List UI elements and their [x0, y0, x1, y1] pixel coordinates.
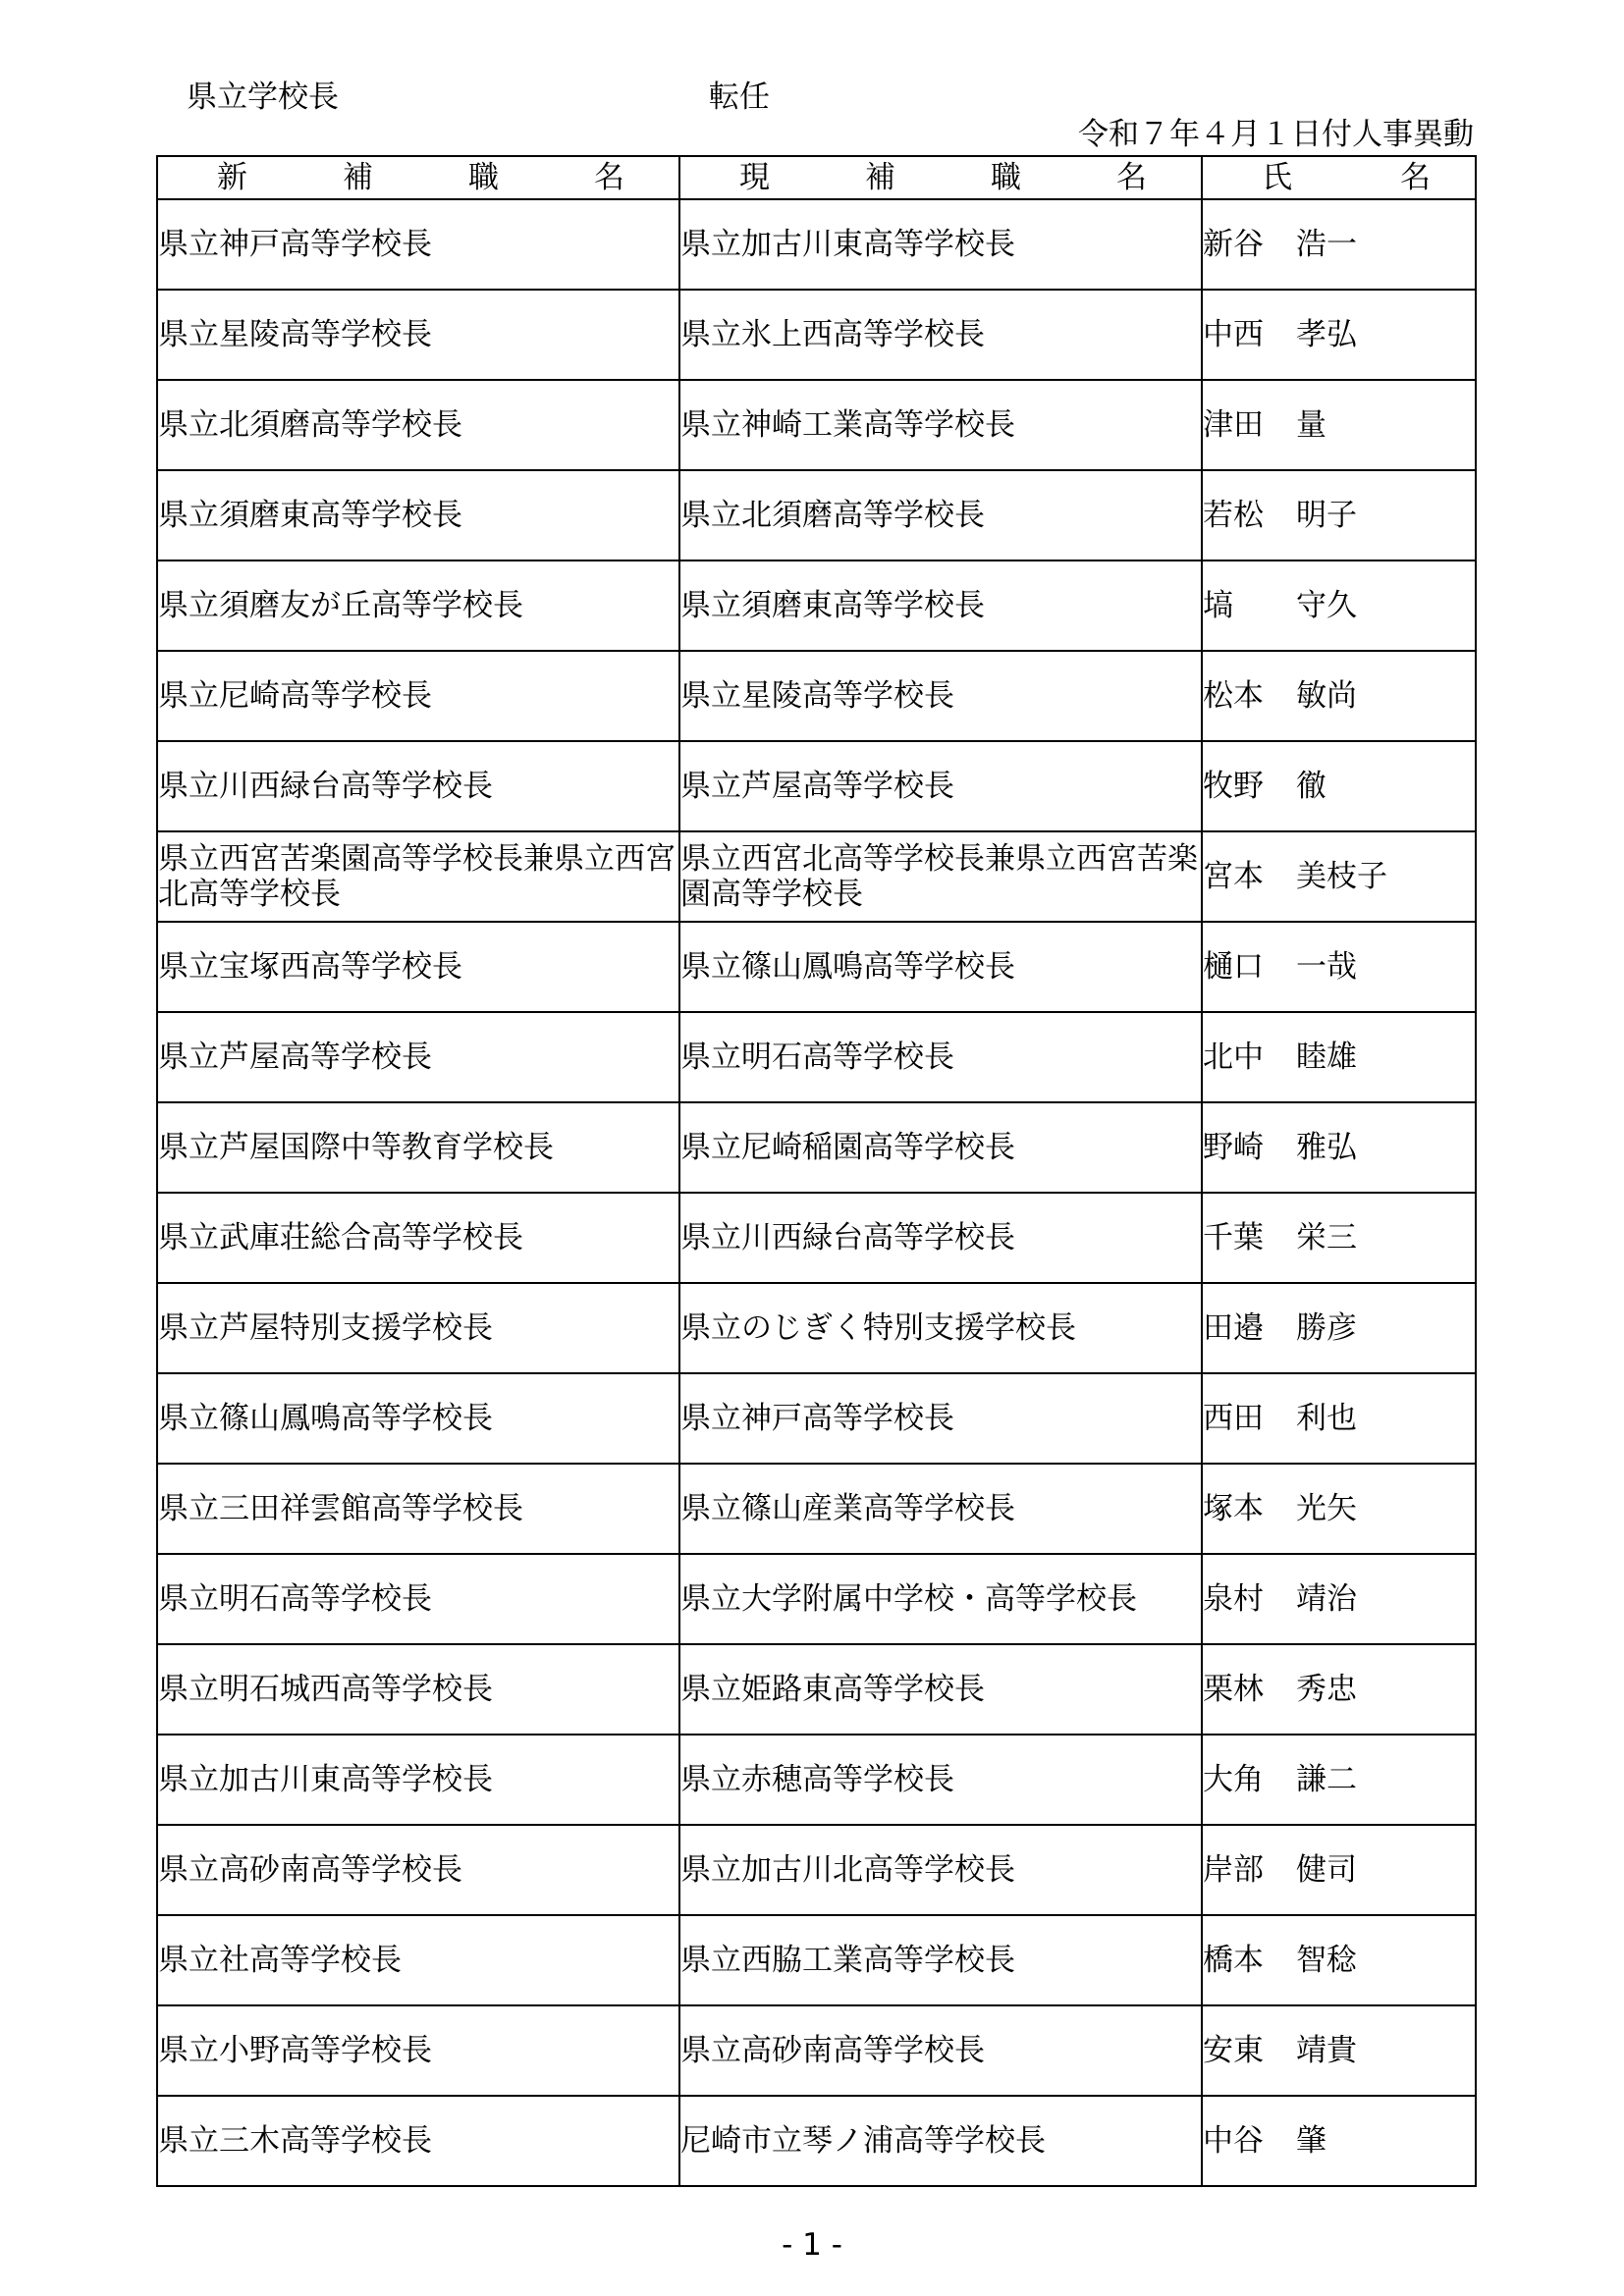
table-row	[157, 831, 1476, 922]
table-row	[157, 1193, 1476, 1283]
table-row	[157, 561, 1476, 651]
surname: 中谷	[1203, 2123, 1264, 2159]
table-row	[157, 2005, 1476, 2096]
new-post-cell: 県立明石高等学校長	[157, 1554, 679, 1644]
surname: 大角	[1203, 1762, 1264, 1797]
given-name: 守久	[1296, 588, 1357, 623]
new-post-cell: 県立北須磨高等学校長	[157, 380, 679, 470]
new-post-cell: 県立神戸高等学校長	[157, 199, 679, 290]
header-char: 補	[343, 160, 373, 195]
person-name-cell	[1202, 831, 1476, 922]
surname: 若松	[1203, 498, 1264, 533]
table-row	[157, 2096, 1476, 2186]
column-header-name	[1202, 156, 1476, 199]
person-name-cell	[1202, 1915, 1476, 2005]
new-post-cell: 県立須磨友が丘高等学校長	[157, 561, 679, 651]
new-post-cell: 県立明石城西高等学校長	[157, 1644, 679, 1735]
given-name: 敏尚	[1296, 678, 1357, 714]
current-post-cell: 県立川西緑台高等学校長	[679, 1193, 1202, 1283]
current-post-cell: 県立のじぎく特別支援学校長	[679, 1283, 1202, 1373]
given-name: 勝彦	[1296, 1310, 1357, 1346]
new-post-cell: 県立三木高等学校長	[157, 2096, 679, 2186]
person-name-cell	[1202, 922, 1476, 1012]
header-char: 現	[739, 160, 770, 195]
table-row	[157, 1102, 1476, 1193]
given-name: 肇	[1296, 2123, 1326, 2159]
given-name: 明子	[1296, 498, 1357, 533]
surname: 安東	[1203, 2033, 1264, 2068]
new-post-cell: 県立高砂南高等学校長	[157, 1825, 679, 1915]
current-post-cell: 県立西宮北高等学校長兼県立西宮苦楽園高等学校長	[679, 831, 1202, 922]
column-header-current-post	[679, 156, 1202, 199]
header-row	[157, 156, 1476, 199]
current-post-cell: 県立星陵高等学校長	[679, 651, 1202, 741]
header-char: 名	[1400, 160, 1431, 195]
effective-date: 令和７年４月１日付人事異動	[1078, 117, 1474, 152]
surname: 牧野	[1203, 769, 1264, 804]
current-post-cell: 県立篠山鳳鳴高等学校長	[679, 922, 1202, 1012]
given-name: 智稔	[1296, 1943, 1357, 1978]
current-post-cell: 県立西脇工業高等学校長	[679, 1915, 1202, 2005]
header-char: 新	[217, 160, 247, 195]
person-name-cell	[1202, 199, 1476, 290]
header-char: 職	[468, 160, 499, 195]
person-name-cell	[1202, 1825, 1476, 1915]
current-post-cell: 県立須磨東高等学校長	[679, 561, 1202, 651]
given-name: 光矢	[1296, 1491, 1357, 1526]
table-row	[157, 199, 1476, 290]
surname: 塙	[1203, 588, 1233, 623]
table-body	[157, 199, 1476, 2186]
current-post-cell: 県立尼崎稲園高等学校長	[679, 1102, 1202, 1193]
given-name: 美枝子	[1296, 859, 1387, 894]
new-post-cell: 県立篠山鳳鳴高等学校長	[157, 1373, 679, 1464]
person-name-cell	[1202, 1283, 1476, 1373]
person-name-cell	[1202, 1012, 1476, 1102]
surname: 岸部	[1203, 1852, 1264, 1888]
given-name: 栄三	[1296, 1220, 1357, 1255]
given-name: 一哉	[1296, 949, 1357, 985]
current-post-cell: 県立姫路東高等学校長	[679, 1644, 1202, 1735]
new-post-cell: 県立三田祥雲館高等学校長	[157, 1464, 679, 1554]
header-char: 名	[1116, 160, 1147, 195]
person-name-cell	[1202, 1464, 1476, 1554]
surname: 津田	[1203, 407, 1264, 443]
surname: 松本	[1203, 678, 1264, 714]
table-row	[157, 1554, 1476, 1644]
current-post-cell: 県立加古川北高等学校長	[679, 1825, 1202, 1915]
current-post-cell: 県立神崎工業高等学校長	[679, 380, 1202, 470]
surname: 新谷	[1203, 227, 1264, 262]
given-name: 利也	[1296, 1401, 1357, 1436]
person-name-cell	[1202, 470, 1476, 561]
surname: 西田	[1203, 1401, 1264, 1436]
surname: 宮本	[1203, 859, 1264, 894]
current-post-cell: 県立赤穂高等学校長	[679, 1735, 1202, 1825]
new-post-cell: 県立社高等学校長	[157, 1915, 679, 2005]
table-row	[157, 741, 1476, 831]
surname: 千葉	[1203, 1220, 1264, 1255]
person-name-cell	[1202, 1102, 1476, 1193]
given-name: 睦雄	[1296, 1040, 1357, 1075]
table-row	[157, 380, 1476, 470]
surname: 中西	[1203, 317, 1264, 352]
new-post-cell: 県立西宮苦楽園高等学校長兼県立西宮北高等学校長	[157, 831, 679, 922]
surname: 栗林	[1203, 1672, 1264, 1707]
new-post-cell: 県立小野高等学校長	[157, 2005, 679, 2096]
table-row	[157, 922, 1476, 1012]
surname: 田邉	[1203, 1310, 1264, 1346]
new-post-cell: 県立芦屋特別支援学校長	[157, 1283, 679, 1373]
person-name-cell	[1202, 290, 1476, 380]
person-name-cell	[1202, 2096, 1476, 2186]
given-name: 靖治	[1296, 1581, 1357, 1617]
table-row	[157, 651, 1476, 741]
table-row	[157, 290, 1476, 380]
surname: 塚本	[1203, 1491, 1264, 1526]
current-post-cell: 県立北須磨高等学校長	[679, 470, 1202, 561]
current-post-cell: 尼崎市立琴ノ浦高等学校長	[679, 2096, 1202, 2186]
current-post-cell: 県立氷上西高等学校長	[679, 290, 1202, 380]
person-name-cell	[1202, 1373, 1476, 1464]
given-name: 徹	[1296, 769, 1326, 804]
person-name-cell	[1202, 1644, 1476, 1735]
surname: 野崎	[1203, 1130, 1264, 1165]
table-row	[157, 1283, 1476, 1373]
header-char: 氏	[1262, 160, 1292, 195]
given-name: 雅弘	[1296, 1130, 1357, 1165]
person-name-cell	[1202, 1193, 1476, 1283]
given-name: 浩一	[1296, 227, 1357, 262]
current-post-cell: 県立大学附属中学校・高等学校長	[679, 1554, 1202, 1644]
personnel-table	[156, 155, 1477, 2187]
given-name: 孝弘	[1296, 317, 1357, 352]
current-post-cell: 県立加古川東高等学校長	[679, 199, 1202, 290]
current-post-cell: 県立篠山産業高等学校長	[679, 1464, 1202, 1554]
new-post-cell: 県立宝塚西高等学校長	[157, 922, 679, 1012]
new-post-cell: 県立芦屋国際中等教育学校長	[157, 1102, 679, 1193]
given-name: 健司	[1296, 1852, 1357, 1888]
current-post-cell: 県立芦屋高等学校長	[679, 741, 1202, 831]
person-name-cell	[1202, 561, 1476, 651]
new-post-cell: 県立須磨東高等学校長	[157, 470, 679, 561]
current-post-cell: 県立明石高等学校長	[679, 1012, 1202, 1102]
header-char: 職	[991, 160, 1021, 195]
new-post-cell: 県立芦屋高等学校長	[157, 1012, 679, 1102]
person-name-cell	[1202, 651, 1476, 741]
person-name-cell	[1202, 2005, 1476, 2096]
table-row	[157, 1825, 1476, 1915]
surname: 泉村	[1203, 1581, 1264, 1617]
person-name-cell	[1202, 741, 1476, 831]
new-post-cell: 県立川西緑台高等学校長	[157, 741, 679, 831]
person-name-cell	[1202, 1554, 1476, 1644]
column-header-new-post	[157, 156, 679, 199]
surname: 樋口	[1203, 949, 1264, 985]
new-post-cell: 県立尼崎高等学校長	[157, 651, 679, 741]
person-name-cell	[1202, 1735, 1476, 1825]
header-char: 名	[594, 160, 624, 195]
table-row	[157, 1644, 1476, 1735]
table-row	[157, 1012, 1476, 1102]
table-row	[157, 470, 1476, 561]
table-row	[157, 1915, 1476, 2005]
table-row	[157, 1373, 1476, 1464]
current-post-cell: 県立高砂南高等学校長	[679, 2005, 1202, 2096]
given-name: 秀忠	[1296, 1672, 1357, 1707]
new-post-cell: 県立加古川東高等学校長	[157, 1735, 679, 1825]
table-row	[157, 1464, 1476, 1554]
transfer-type: 転任	[709, 80, 770, 115]
surname: 北中	[1203, 1040, 1264, 1075]
document-category: 県立学校長	[187, 80, 339, 115]
given-name: 量	[1296, 407, 1326, 443]
person-name-cell	[1202, 380, 1476, 470]
new-post-cell: 県立星陵高等学校長	[157, 290, 679, 380]
given-name: 謙二	[1296, 1762, 1357, 1797]
header-char: 補	[865, 160, 895, 195]
surname: 橋本	[1203, 1943, 1264, 1978]
page-number: - 1 -	[782, 2227, 842, 2263]
given-name: 靖貴	[1296, 2033, 1357, 2068]
new-post-cell: 県立武庫荘総合高等学校長	[157, 1193, 679, 1283]
table-row	[157, 1735, 1476, 1825]
current-post-cell: 県立神戸高等学校長	[679, 1373, 1202, 1464]
